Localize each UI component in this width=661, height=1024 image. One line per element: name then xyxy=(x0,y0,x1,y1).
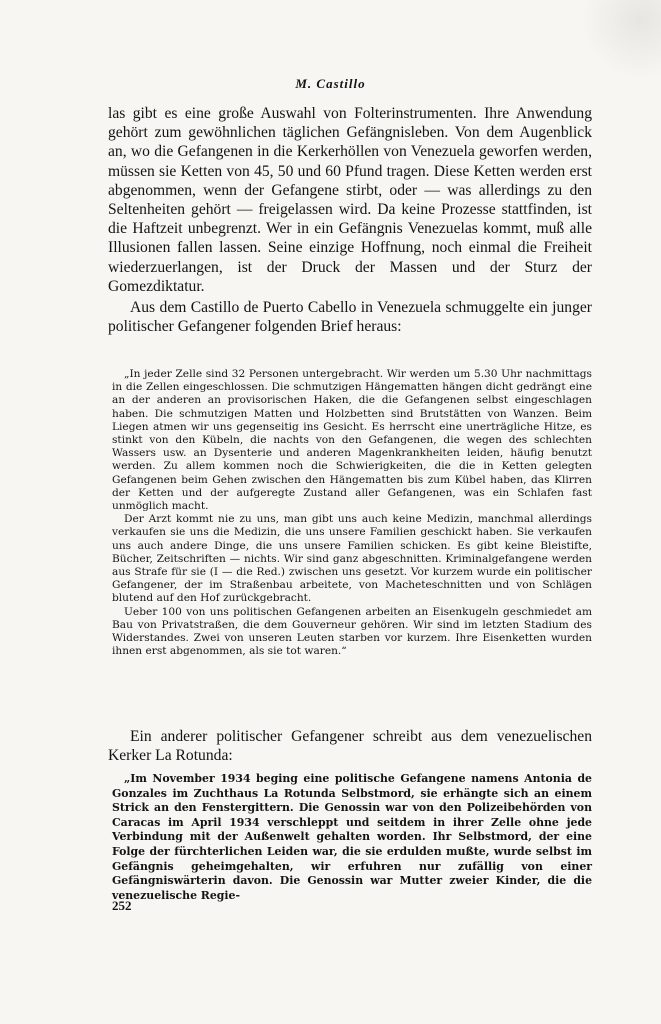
running-head: M. Castillo xyxy=(295,76,366,91)
quoted-letter-rotunda xyxy=(112,772,592,903)
page-number: 252 xyxy=(112,898,132,913)
paragraph-rotunda-intro: Ein anderer politischer Gefangener schreibt aus dem venezuelischen Kerker La Rotunda: xyxy=(108,728,592,765)
quoted-letter-castillo xyxy=(112,368,592,658)
paragraph-folterinstrumente: las gibt es eine große Auswahl von Folterinstrumenten. Ihre Anwendung gehört zum gewöhnlichen täglichen Gefängnisleben. Von dem Augenblick an, wo die Gefangenen in die Kerkerhöllen von Venezuela geworfen werden, müssen sie Ketten von 45, 50 und 60 Pfund tragen. Diese Ketten werden erst abgenommen, wenn der Gefangene stirbt, oder — was allerdings zu den Seltenheiten gehört — freigelassen wird. Da keine Prozesse stattfinden, ist die Haftzeit unbegrenzt. Wer in ein Gefängnis Venezuelas kommt, muß alle Illusionen fallen lassen. Seine einzige Hoffnung, noch einmal die Freiheit wiederzuerlangen, ist der Druck der Massen und der Sturz der Gomezdiktatur. xyxy=(108,105,592,295)
body-text-upper xyxy=(108,104,592,336)
quote-paragraph: „In jeder Zelle sind 32 Personen untergebracht. Wir werden um 5.30 Uhr nachmittags in die Zellen eingeschlossen. Die schmutzigen Hängematten hängen dicht gedrängt eine an der anderen an provisorischen Haken, die die Gefangenen selbst eingeschlagen haben. Die schmutzigen Matten und Holzbetten sind Brutstätten von Wanzen. Beim Liegen atmen wir uns gegenseitig ins Gesicht. Es herrscht eine unerträgliche Hitze, es stinkt von den Kübeln, die nachts von den Gefangenen, die wegen des schlechten Wassers usw. an Dysenterie und anderen Magenkrankheiten leiden, häufig benutzt werden. Zu allem kommen noch die Schwierigkeiten, die die in Ketten gelegten Gefangenen beim Gehen zwischen den Hängematten bis zum Kübel haben, das Klirren der Ketten und der aufgeregte Zustand aller Gefangenen, was ein Schlafen fast unmöglich macht. xyxy=(112,368,592,513)
quote-paragraph: Der Arzt kommt nie zu uns, man gibt uns auch keine Medizin, manchmal allerdings verkaufen sie uns die Medizin, die uns unsere Familien geschickt haben. Sie verkaufen uns auch andere Dinge, die uns unsere Familien schicken. Es gibt keine Bleistifte, Bücher, Zeitschriften — nichts. Wir sind ganz abgeschnitten. Kriminalgefangene werden aus Strafe für sie (I — die Red.) zwischen uns gesetzt. Vor kurzem wurde ein politischer Gefangener, der im Straßenbau arbeitete, von Macheteschnitten und von Schlägen blutend auf den Hof zurückgebracht. xyxy=(112,513,592,605)
body-text-middle xyxy=(108,727,592,765)
paragraph-castillo-brief-intro: Aus dem Castillo de Puerto Cabello in Venezuela schmuggelte ein junger politischer Gefangener folgenden Brief heraus: xyxy=(108,299,592,336)
quote-paragraph: Ueber 100 von uns politischen Gefangenen arbeiten an Eisenkugeln geschmiedet am Bau von Privatstraßen, die dem Gouverneur gehören. Wir sind im letzten Stadium des Widerstandes. Zwei von unseren Leuten starben vor kurzem. Ihre Eisenketten wurden ihnen erst abgenommen, als sie tot waren.“ xyxy=(112,605,592,658)
quote-paragraph: „Im November 1934 beging eine politische Gefangene namens Antonia de Gonzales im Zuchthaus La Rotunda Selbstmord, sie erhängte sich an einem Strick an den Fenstergittern. Die Genossin war von den Polizeibehörden von Caracas im April 1934 verschleppt und seitdem in ihrer Zelle ohne jede Verbindung mit der Außenwelt gehalten worden. Ihr Selbstmord, der eine Folge der fürchterlichen Leiden war, die sie erdulden mußte, wurde selbst im Gefängnis geheimgehalten, wir erfuhren nur zufällig von einer Gefängniswärterin davon. Die Genossin war Mutter zweier Kinder, die die venezuelische Regie- xyxy=(112,772,592,902)
